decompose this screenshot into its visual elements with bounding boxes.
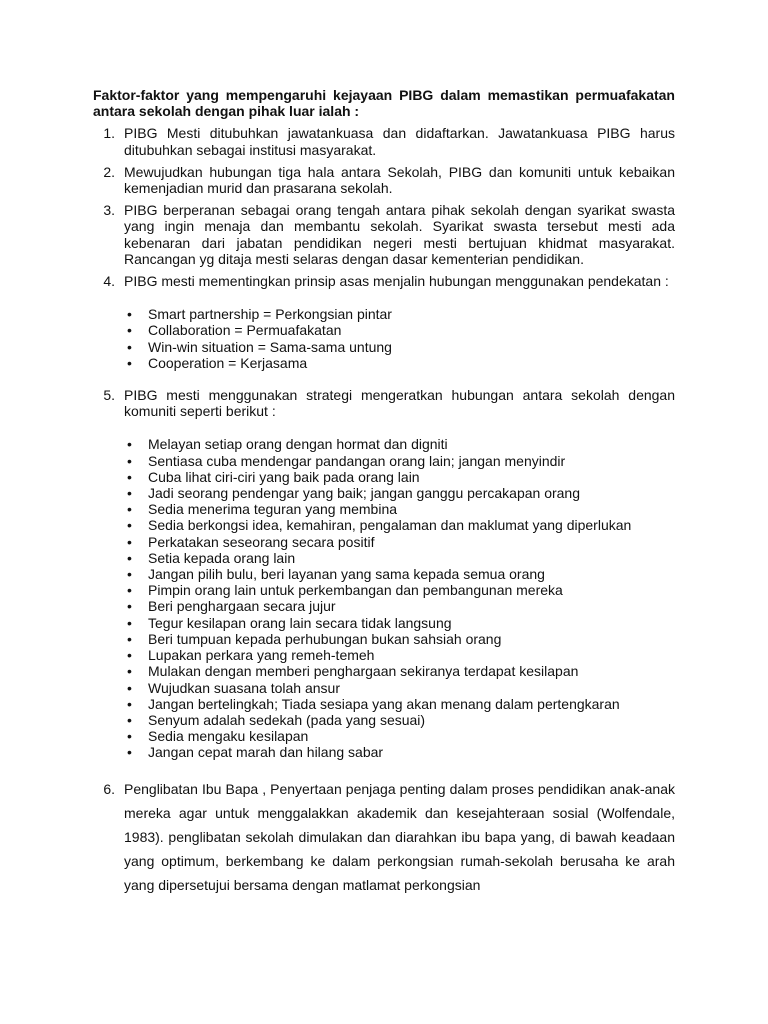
- bullet-text: Jangan cepat marah dan hilang sabar: [148, 744, 384, 761]
- bullet-text: Mulakan dengan memberi penghargaan sekiranya terdapat kesilapan: [148, 663, 579, 680]
- bullet-icon: •: [127, 501, 132, 518]
- list-item-6: [93, 777, 675, 897]
- bullet-item: [124, 436, 675, 452]
- item-number: 3.: [103, 202, 115, 219]
- bullet-text: Smart partnership = Perkongsian pintar: [148, 306, 392, 323]
- bullet-item: [124, 469, 675, 485]
- bullet-text: Win-win situation = Sama-sama untung: [148, 338, 392, 355]
- bullet-item: [124, 501, 675, 517]
- bullet-icon: •: [127, 663, 132, 680]
- item-text: PIBG mesti mementingkan prinsip asas menjalin hubungan menggunakan pendekatan :: [124, 273, 669, 290]
- document-page: [93, 87, 675, 903]
- bullet-text: Setia kepada orang lain: [148, 549, 296, 566]
- bullet-item: [124, 582, 675, 598]
- bullet-item: [124, 355, 675, 371]
- bullet-icon: •: [127, 695, 132, 712]
- bullet-text: Beri penghargaan secara jujur: [148, 598, 336, 615]
- bullet-item: [124, 712, 675, 728]
- bullet-item: [124, 728, 675, 744]
- bullet-text: Sedia mengaku kesilapan: [148, 728, 309, 745]
- bullet-item: [124, 339, 675, 355]
- bullet-icon: •: [127, 614, 132, 631]
- bullet-text: Perkatakan seseorang secara positif: [148, 533, 375, 550]
- list-item-3: [93, 202, 675, 267]
- bullet-text: Collaboration = Permuafakatan: [148, 322, 342, 339]
- item-number: 2.: [103, 163, 115, 180]
- bullet-text: Sentiasa cuba mendengar pandangan orang lain; jangan menyindir: [148, 452, 566, 469]
- bullet-icon: •: [127, 711, 132, 728]
- bullet-item: [124, 615, 675, 631]
- bullet-item: [124, 566, 675, 582]
- bullet-icon: •: [127, 354, 132, 371]
- bullet-item: [124, 306, 675, 322]
- bullet-icon: •: [127, 549, 132, 566]
- factor-list: [93, 125, 675, 896]
- document-heading: Faktor-faktor yang mempengaruhi kejayaan PIBG dalam memastikan permuafakatan antara sekolah dengan pihak luar ialah :: [93, 87, 675, 120]
- item-text: PIBG mesti menggunakan strategi mengeratkan hubungan antara sekolah dengan komuniti seperti berikut :: [124, 387, 675, 420]
- item-text: PIBG berperanan sebagai orang tengah antara pihak sekolah dengan syarikat swasta yang ingin menaja dan membantu sekolah. Syarikat swasta tersebut mesti ada kebenaran dari jabatan pendidikan negeri mesti bertujuan khidmat masyarakat. Rancangan yg ditaja mesti selaras dengan dasar kementerian pendidikan.: [124, 202, 675, 267]
- bullet-icon: •: [127, 598, 132, 615]
- list-item-1: [93, 125, 675, 157]
- bullet-item: [124, 517, 675, 533]
- item-number: 1.: [103, 125, 115, 142]
- bullet-text: Beri tumpuan kepada perhubungan bukan sahsiah orang: [148, 630, 502, 647]
- bullet-icon: •: [127, 485, 132, 502]
- bullet-item: [124, 647, 675, 663]
- bullet-icon: •: [127, 533, 132, 550]
- bullet-item: [124, 744, 675, 760]
- item-text: PIBG Mesti ditubuhkan jawatankuasa dan didaftarkan. Jawatankuasa PIBG harus ditubuhkan sebagai institusi masyarakat.: [124, 125, 675, 158]
- bullet-text: Pimpin orang lain untuk perkembangan dan pembangunan mereka: [148, 582, 563, 599]
- bullet-icon: •: [127, 647, 132, 664]
- bullet-list: [124, 436, 675, 760]
- bullet-icon: •: [127, 630, 132, 647]
- bullet-icon: •: [127, 517, 132, 534]
- bullet-text: Wujudkan suasana tolah ansur: [148, 679, 340, 696]
- list-item-2: [93, 164, 675, 196]
- bullet-text: Jangan bertelingkah; Tiada sesiapa yang akan menang dalam pertengkaran: [148, 695, 620, 712]
- bullet-icon: •: [127, 452, 132, 469]
- list-item-4: [93, 273, 675, 371]
- item-text: Mewujudkan hubungan tiga hala antara Sekolah, PIBG dan komuniti untuk kebaikan kemenjadian murid dan prasarana sekolah.: [124, 163, 675, 197]
- bullet-icon: •: [127, 744, 132, 761]
- bullet-text: Jangan pilih bulu, beri layanan yang sama kepada semua orang: [148, 566, 545, 583]
- item-number: 5.: [103, 387, 115, 404]
- bullet-text: Cuba lihat ciri-ciri yang baik pada orang lain: [148, 468, 420, 485]
- bullet-item: [124, 631, 675, 647]
- item-text: Penglibatan Ibu Bapa , Penyertaan penjaga penting dalam proses pendidikan anak-anak mereka agar untuk menggalakkan akademik dan kesejahteraan sosial (Wolfendale, 1983). penglibatan sekolah dimulakan dan diarahkan ibu bapa yang, di bawah keadaan yang optimum, berkembang ke dalam perkongsian rumah-sekolah berusaha ke arah yang dipersetujui bersama dengan matlamat perkongsian: [124, 780, 675, 893]
- list-item-5: [93, 387, 675, 760]
- bullet-icon: •: [127, 468, 132, 485]
- bullet-text: Melayan setiap orang dengan hormat dan digniti: [148, 436, 448, 453]
- bullet-text: Tegur kesilapan orang lain secara tidak langsung: [148, 614, 452, 631]
- bullet-icon: •: [127, 338, 132, 355]
- bullet-list: [124, 306, 675, 371]
- bullet-item: [124, 550, 675, 566]
- bullet-icon: •: [127, 679, 132, 696]
- bullet-text: Lupakan perkara yang remeh-temeh: [148, 647, 375, 664]
- bullet-item: [124, 534, 675, 550]
- bullet-text: Senyum adalah sedekah (pada yang sesuai): [148, 711, 426, 728]
- bullet-icon: •: [127, 728, 132, 745]
- bullet-item: [124, 696, 675, 712]
- bullet-icon: •: [127, 322, 132, 339]
- bullet-item: [124, 663, 675, 679]
- bullet-icon: •: [127, 306, 132, 323]
- bullet-item: [124, 680, 675, 696]
- bullet-text: Sedia menerima teguran yang membina: [148, 501, 398, 518]
- bullet-item: [124, 485, 675, 501]
- item-number: 4.: [103, 273, 115, 290]
- bullet-icon: •: [127, 582, 132, 599]
- bullet-text: Jadi seorang pendengar yang baik; jangan ganggu percakapan orang: [148, 485, 581, 502]
- bullet-icon: •: [127, 566, 132, 583]
- bullet-item: [124, 598, 675, 614]
- bullet-icon: •: [127, 436, 132, 453]
- item-number: 6.: [103, 780, 115, 797]
- bullet-item: [124, 453, 675, 469]
- bullet-text: Sedia berkongsi idea, kemahiran, pengalaman dan maklumat yang diperlukan: [148, 517, 632, 534]
- bullet-text: Cooperation = Kerjasama: [148, 354, 308, 371]
- bullet-item: [124, 322, 675, 338]
